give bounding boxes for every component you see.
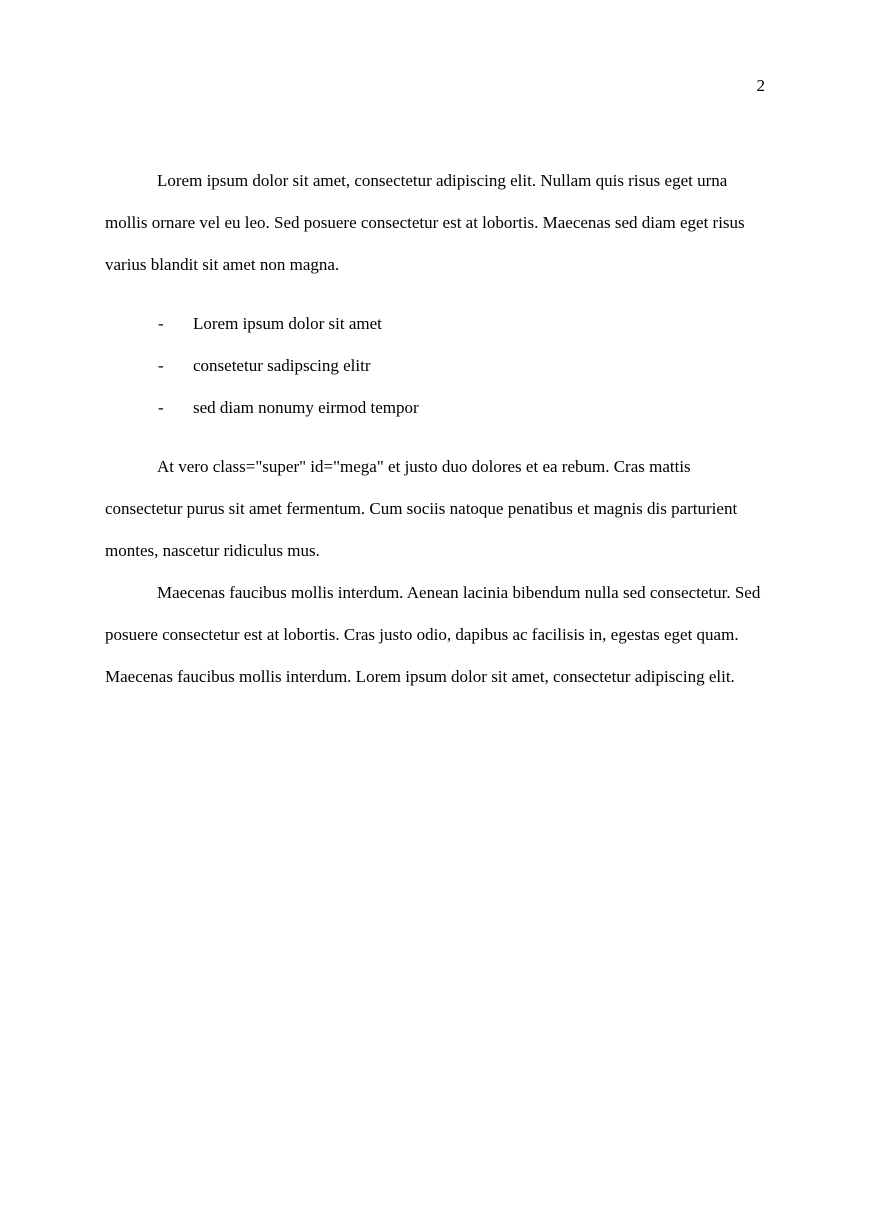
list-item (105, 303, 761, 345)
bullet-list (105, 303, 761, 429)
dash-bullet-icon: - (158, 398, 164, 417)
list-item-text: consetetur sadipscing elitr (193, 356, 371, 375)
list-item-text: Lorem ipsum dolor sit amet (193, 314, 382, 333)
paragraph-3: Maecenas faucibus mollis interdum. Aenean lacinia bibendum nulla sed consectetur. Sed posuere consectetur est at lobortis. Cras justo odio, dapibus ac facilisis in, egestas eget quam. Maecenas faucibus mollis interdum. Lorem ipsum dolor sit amet, consectetur adipiscing elit. (105, 583, 761, 686)
list-item (105, 387, 761, 429)
dash-bullet-icon: - (158, 356, 164, 375)
list-item (105, 345, 761, 387)
paragraph-1: Lorem ipsum dolor sit amet, consectetur adipiscing elit. Nullam quis risus eget urna mollis ornare vel eu leo. Sed posuere consectetur est at lobortis. Maecenas sed diam eget risus varius blandit sit amet non magna. (105, 171, 745, 274)
list-item-text: sed diam nonumy eirmod tempor (193, 398, 419, 417)
page-number: 2 (756, 76, 765, 95)
paragraph-2: At vero class="super" id="mega" et justo duo dolores et ea rebum. Cras mattis consectetur purus sit amet fermentum. Cum sociis natoque penatibus et magnis dis parturient montes, nascetur ridiculus mus. (105, 457, 738, 560)
dash-bullet-icon: - (158, 314, 164, 333)
document-body (105, 160, 761, 698)
